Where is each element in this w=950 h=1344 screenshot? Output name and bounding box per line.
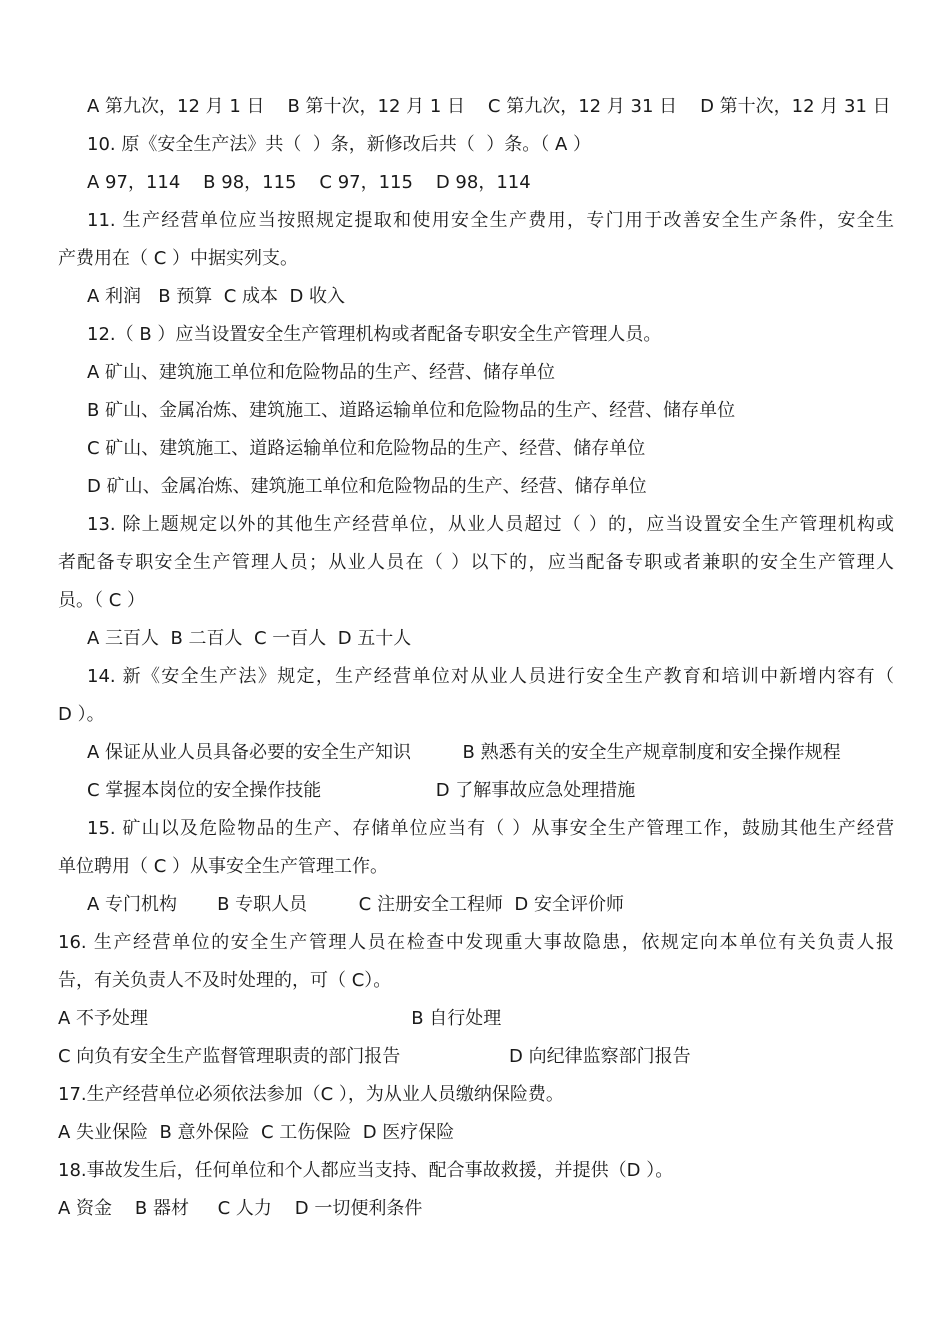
q14-options-cd: C 掌握本岗位的安全操作技能 D 了解事故应急处理措施 — [87, 780, 636, 801]
q11-question-line2: 产费用在（ C ）中据实列支。 — [58, 248, 299, 269]
q11-question-line1: 11. 生产经营单位应当按照规定提取和使用安全生产费用，专门用于改善安全生产条件，安全生 — [87, 210, 894, 231]
q13-question-line1: 13. 除上题规定以外的其他生产经营单位，从业人员超过（ ）的，应当设置安全生产管理机构或 — [87, 514, 894, 535]
q12-option-c: C 矿山、建筑施工、道路运输单位和危险物品的生产、经营、储存单位 — [87, 438, 646, 459]
q15-question-line1: 15. 矿山以及危险物品的生产、存储单位应当有（ ）从事安全生产管理工作，鼓励其他生产经营 — [87, 818, 894, 839]
q18-question: 18.事故发生后，任何单位和个人都应当支持、配合事故救援，并提供（D ）。 — [58, 1160, 674, 1181]
q13-options: A 三百人 B 二百人 C 一百人 D 五十人 — [87, 628, 412, 649]
q13-question-line3: 员。（ C ） — [58, 590, 146, 611]
q9-options: A 第九次，12 月 1 日 B 第十次，12 月 1 日 C 第九次，12 月 31 日 D 第十次，12 月 31 日 — [87, 96, 891, 117]
q16-question-line1: 16. 生产经营单位的安全生产管理人员在检查中发现重大事故隐患，依规定向本单位有关负责人报 — [58, 932, 894, 953]
q14-question-line1: 14. 新《安全生产法》规定，生产经营单位对从业人员进行安全生产教育和培训中新增内容有（ — [87, 666, 894, 687]
q18-options: A 资金 B 器材 C 人力 D 一切便利条件 — [58, 1198, 423, 1219]
q10-question: 10. 原《安全生产法》共（ ）条，新修改后共（ ）条。（ A ） — [87, 134, 591, 155]
q17-question: 17.生产经营单位必须依法参加（C ），为从业人员缴纳保险费。 — [58, 1084, 564, 1105]
q16-question-line2: 告，有关负责人不及时处理的，可（ C）。 — [58, 970, 392, 991]
q12-option-d: D 矿山、金属冶炼、建筑施工单位和危险物品的生产、经营、储存单位 — [87, 476, 647, 497]
q15-question-line2: 单位聘用（ C ）从事安全生产管理工作。 — [58, 856, 389, 877]
q14-question-line2: D ）。 — [58, 704, 105, 725]
q16-options-cd: C 向负有安全生产监督管理职责的部门报告 D 向纪律监察部门报告 — [58, 1046, 691, 1067]
q13-question-line2: 者配备专职安全生产管理人员；从业人员在（ ）以下的，应当配备专职或者兼职的安全生产管理人 — [58, 552, 894, 573]
q12-option-b: B 矿山、金属冶炼、建筑施工、道路运输单位和危险物品的生产、经营、储存单位 — [87, 400, 736, 421]
q14-options-ab: A 保证从业人员具备必要的安全生产知识 B 熟悉有关的安全生产规章制度和安全操作规程 — [87, 742, 841, 763]
q12-question: 12.（ B ）应当设置安全生产管理机构或者配备专职安全生产管理人员。 — [87, 324, 662, 345]
q16-options-ab: A 不予处理 B 自行处理 — [58, 1008, 502, 1029]
q15-options: A 专门机构 B 专职人员 C 注册安全工程师 D 安全评价师 — [87, 894, 624, 915]
q17-options: A 失业保险 B 意外保险 C 工伤保险 D 医疗保险 — [58, 1122, 455, 1143]
q11-options: A 利润 B 预算 C 成本 D 收入 — [87, 286, 346, 307]
q12-option-a: A 矿山、建筑施工单位和危险物品的生产、经营、储存单位 — [87, 362, 556, 383]
q10-options: A 97，114 B 98，115 C 97，115 D 98，114 — [87, 172, 531, 193]
